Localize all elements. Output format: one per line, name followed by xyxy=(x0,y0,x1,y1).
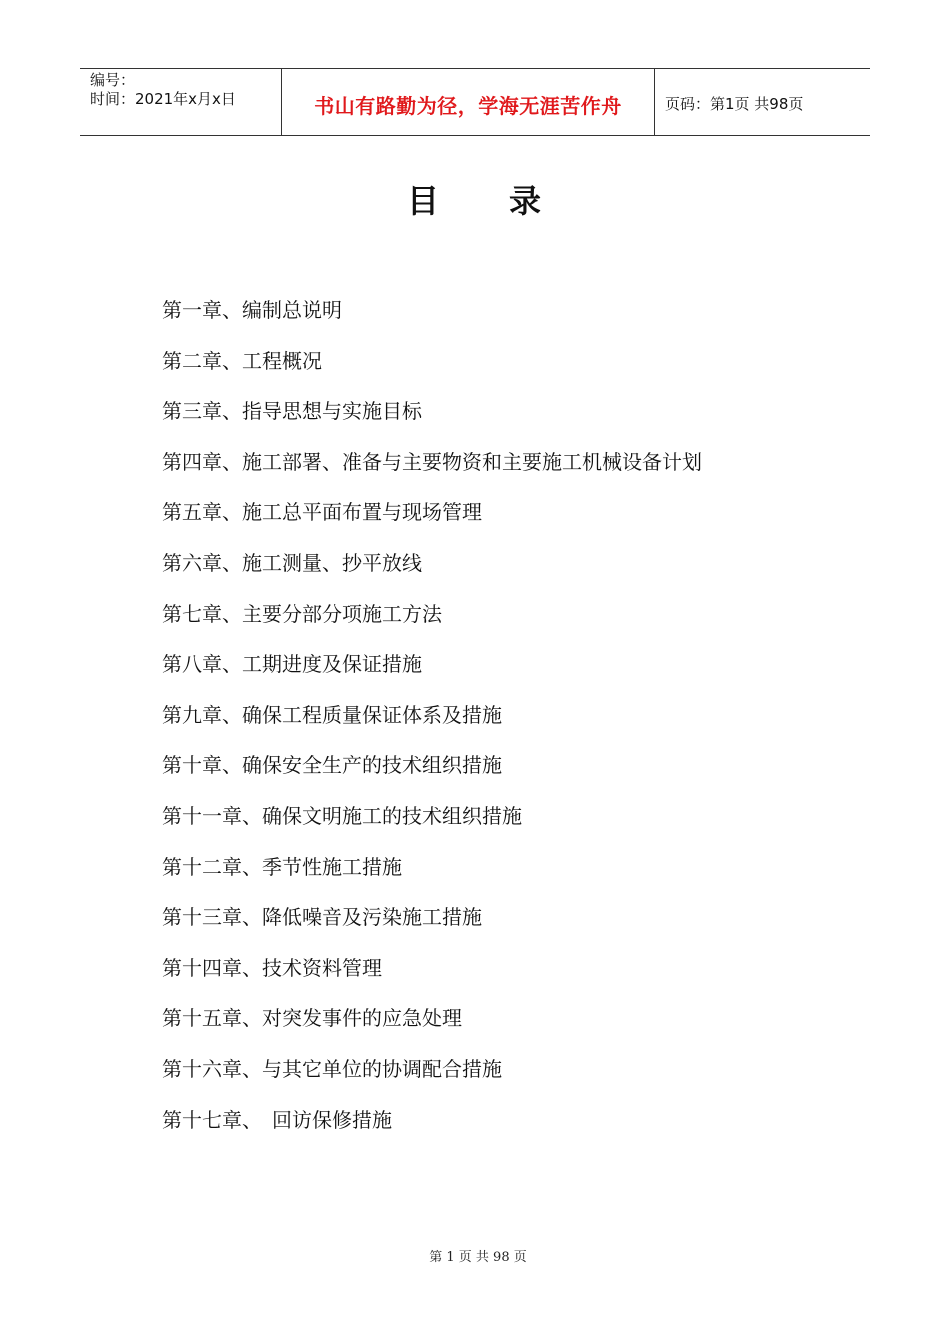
page-header xyxy=(80,68,870,136)
header-page-cell xyxy=(655,69,870,135)
toc-item[interactable]: 第十一章、确保文明施工的技术组织措施 xyxy=(162,803,522,828)
toc-item[interactable]: 第六章、施工测量、抄平放线 xyxy=(162,550,422,575)
toc-item[interactable]: 第十二章、季节性施工措施 xyxy=(162,854,402,879)
toc-item[interactable]: 第十五章、对突发事件的应急处理 xyxy=(162,1006,462,1031)
toc-item[interactable]: 第十章、确保安全生产的技术组织措施 xyxy=(162,753,502,778)
toc-item[interactable]: 第十七章、 回访保修措施 xyxy=(162,1107,392,1132)
toc-item[interactable]: 第十三章、降低噪音及污染施工措施 xyxy=(162,905,482,930)
toc-item[interactable]: 第三章、指导思想与实施目标 xyxy=(162,399,422,424)
toc-item[interactable]: 第十四章、技术资料管理 xyxy=(162,955,382,980)
toc-item[interactable]: 第十六章、与其它单位的协调配合措施 xyxy=(162,1056,502,1081)
toc-item[interactable]: 第八章、工期进度及保证措施 xyxy=(162,652,422,677)
toc-item[interactable]: 第九章、确保工程质量保证体系及措施 xyxy=(162,702,502,727)
document-title: 目 录 xyxy=(406,182,543,220)
toc-item[interactable]: 第五章、施工总平面布置与现场管理 xyxy=(162,500,482,525)
header-meta xyxy=(80,69,282,135)
table-of-contents xyxy=(162,292,702,1152)
header-motto-cell xyxy=(282,69,655,135)
date-label: 时间：2021年x月x日 xyxy=(90,90,236,108)
toc-item[interactable]: 第二章、工程概况 xyxy=(162,348,322,373)
motto: 书山有路勤为径，学海无涯苦作舟 xyxy=(314,93,622,118)
page-info: 页码：第1页 共98页 xyxy=(665,94,804,113)
toc-item[interactable]: 第七章、主要分部分项施工方法 xyxy=(162,601,442,626)
serial-label: 编号： xyxy=(90,71,136,89)
toc-item[interactable]: 第一章、编制总说明 xyxy=(162,298,342,322)
toc-item[interactable]: 第四章、施工部署、准备与主要物资和主要施工机械设备计划 xyxy=(162,449,702,474)
page-footer: 第 1 页 共 98 页 xyxy=(429,1250,527,1265)
